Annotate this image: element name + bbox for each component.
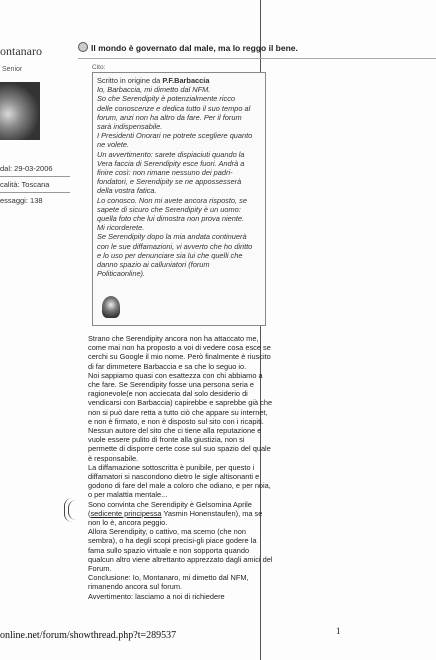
text-line: permette di disporre certe cose sul suo spazio del quale [88, 444, 271, 454]
text-line: Se Serendipity dopo la mia andata continuerà [97, 232, 247, 242]
text-line: Io, Barbaccia, mi dimetto dal NFM. [97, 85, 211, 95]
text-line: forum, anzi non ha altro da fare. Per il forum [97, 112, 242, 122]
text-line: finire così: non rimane nessuno dei padri- [97, 168, 233, 178]
text-line: e lo uso per denunciare sia lui che quelli che [97, 250, 243, 260]
text-line: non si può dare retta a tutto ciò che appare su internet, [88, 407, 268, 417]
underlined-phrase: sedicente principessa [90, 508, 162, 518]
text-line: come mai non ha proposto a voi di vedere cosa esce se [88, 343, 271, 353]
source-url: online.net/forum/showthread.php?t=289537 [0, 630, 177, 641]
text-line: ne volete. [97, 140, 130, 150]
text-line: godono di fare del male a coloro che odiano, e per noia, [88, 481, 271, 491]
page-number: 1 [336, 626, 341, 636]
text-line: So che Serendipity è potenzialmente ricco [97, 94, 236, 104]
text-line: fondatori, e Serendipity se ne appossesserà [97, 177, 242, 187]
divider [78, 58, 436, 59]
text-line: Sono convinta che Serendipity è Gelsomina Aprile [88, 499, 252, 509]
text-line: non lo è, ancora peggio. [88, 518, 168, 528]
avatar-small [102, 296, 120, 318]
text-line: Forum. [88, 564, 112, 574]
text-fragment: Yasmin Honenstaufen), ma se [161, 508, 263, 518]
text-line: sembra), o ha degli scopi precisi-gli piace godere la [88, 536, 257, 546]
quote-lines [97, 85, 267, 278]
post-header [78, 42, 298, 53]
user-post-count: essaggi: 138 [0, 196, 43, 205]
quote-author-line [97, 76, 267, 85]
divider [0, 192, 70, 193]
text-line: ragionevole(e non acciecata dal solo desiderio di [88, 389, 248, 399]
text-line: Nessun autore del sito che ci tiene alla reputazione e [88, 426, 262, 436]
text-line: rimanendo ancora sul forum. [88, 582, 183, 592]
quote-author-prefix: Scritto in origine da [97, 76, 163, 85]
text-line: con le sue diffamazioni, vi avverto che ho diritto [97, 241, 253, 251]
text-line: Lo conosco. Non mi avete ancora risposto, se [97, 195, 247, 205]
user-title: Senior [2, 66, 23, 73]
text-line: cerchi su Google il mio nome. Però finalmente è riuscito [88, 352, 271, 362]
text-line: Un avvertimento: sarete dispiaciuti quando la [97, 149, 245, 159]
text-line: vuole essere pulito di fronte alla giustizia, non si [88, 435, 245, 445]
text-line: è responsabile. [88, 453, 139, 463]
text-line: fama sullo spazio virtuale e non sopporta quando [88, 545, 250, 555]
text-line: Vera faccia di Serendipity esce fuori. Andrà a [97, 158, 245, 168]
text-line: Allora Serendipity, o cattivo, ma scemo (che non [88, 527, 247, 537]
text-line [88, 509, 320, 518]
divider [0, 176, 70, 177]
user-location: calità: Toscana [0, 180, 50, 189]
text-line: danno spazio ai calluniatori (forum [97, 260, 210, 270]
text-line: sarà indispensabile. [97, 122, 163, 132]
post-body [88, 334, 320, 601]
quote-text [97, 76, 267, 278]
user-join-date: dal: 29-03-2006 [0, 164, 53, 173]
handwritten-mark [68, 500, 79, 520]
text-line: Strano che Serendipity ancora non ha attaccato me, [88, 334, 259, 343]
user-info-panel [0, 30, 72, 205]
text-line: sapete di sicuro che Serendipity è un uomo: [97, 204, 241, 214]
paragraph [88, 527, 320, 601]
paragraph [88, 334, 320, 500]
avatar [0, 82, 40, 140]
text-line: Politicaonline). [97, 269, 146, 279]
text-line: Conclusione: Io, Montanaro, mi dimetto dal NFM, [88, 573, 249, 583]
text-line: Mi ricorderete. [97, 223, 145, 233]
post-icon [78, 42, 88, 52]
text-line: La diffamazione sottoscritta è punibile, per questo i [88, 462, 255, 472]
text-line: I Presidenti Onorari ne potrete scegliere quanto [97, 131, 253, 141]
text-line: delle conoscenze e dedica tutto il suo tempo al [97, 103, 251, 113]
quote-author[interactable]: P.F.Barbaccia [162, 76, 210, 85]
text-line: Noi sappiamo quasi con esattezza con chi abbiamo a [88, 370, 263, 380]
quote-label: Cito: [92, 64, 106, 71]
text-line: vendicarsi con Barbaccia) capirebbe e saprebbe già che [88, 398, 273, 408]
text-line: quella foto che lui dimostra non prova niente. [97, 214, 245, 224]
text-line: Avvertimento: lasciamo a noi di richiedere [88, 591, 225, 601]
text-line: o per malattia mentale... [88, 490, 168, 500]
username[interactable]: ontanaro [0, 44, 42, 58]
text-line: e non è firmato, e non è disposto sul sito con i ricapiti. [88, 416, 264, 426]
post-title: Il mondo è governato dal male, ma lo reggo il bene. [91, 43, 298, 53]
text-line: che fare. Se Serendipity fosse una persona seria e [88, 380, 254, 390]
text-line: della vostra fatica. [97, 186, 157, 196]
text-line: di far dimmetere Barbaccia e sa che lo seguo io. [88, 361, 247, 371]
paren: ( [88, 508, 91, 518]
text-line: diffamatori si nascondono dietro le sigle altisonanti e [88, 472, 260, 482]
text-line: qualcun altro viene altrettanto apprezzato dagli amici del [88, 554, 273, 564]
